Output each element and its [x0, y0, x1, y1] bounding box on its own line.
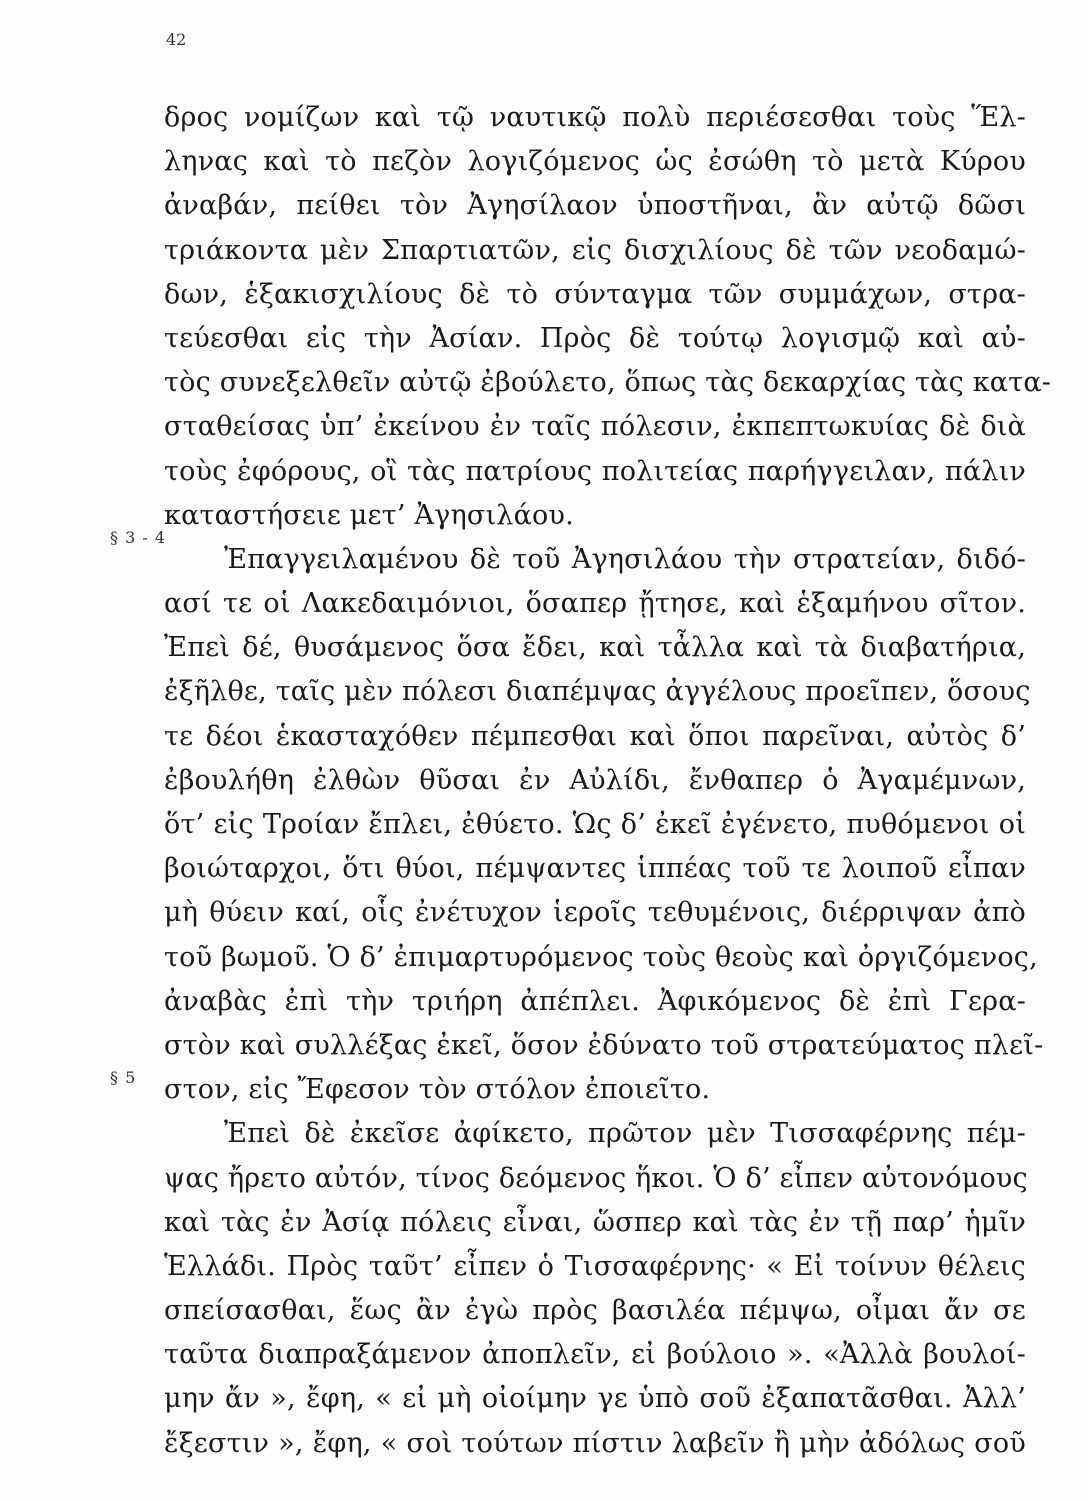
text-line: μὴ θύειν καί, οἷς ἐνέτυχον ἱεροῖς τεθυμένοις, διέρριψαν ἀπὸ [164, 897, 1026, 929]
text-line: τριάκοντα μὲν Σπαρτιατῶν, εἰς δισχιλίους δὲ τῶν νεοδαμώ- [164, 234, 1026, 266]
text-line: βοιώταρχοι, ὅτι θύοι, πέμψαντες ἱππέας τοῦ τε λοιποῦ εἶπαν [164, 853, 1026, 885]
text-line: τε δέοι ἑκασταχόθεν πέμπεσθαι καὶ ὅποι παρεῖναι, αὐτὸς δ’ [164, 720, 1026, 752]
text-line: ὅτ’ εἰς Τροίαν ἔπλει, ἐθύετο. Ὡς δ’ ἐκεῖ ἐγένετο, πυθόμενοι οἱ [164, 809, 1026, 840]
section-mark-3-4: § 3 - 4 [110, 528, 167, 547]
page-number: 42 [166, 30, 187, 49]
text-line: μην ἄν », ἔφη, « εἰ μὴ οἰοίμην γε ὑπὸ σοῦ ἐξαπατᾶσθαι. Ἀλλ’ [164, 1383, 1026, 1415]
text-line: ταῦτα διαπραξάμενον ἀποπλεῖν, εἰ βούλοιο ». «Ἀλλὰ βουλοί- [164, 1339, 1026, 1371]
body-text [164, 96, 1052, 1466]
paragraph-start-line: Ἐπαγγειλαμένου δὲ τοῦ Ἀγησιλάου τὴν στρατείαν, διδό- [224, 543, 1026, 575]
text-line: Ἑλλάδι. Πρὸς ταῦτ’ εἶπεν ὁ Τισσαφέρνης· « Εἰ τοίνυν θέλεις [164, 1250, 1026, 1282]
section-mark-5: § 5 [110, 1068, 137, 1087]
text-line: δρος νομίζων καὶ τῷ ναυτικῷ πολὺ περιέσεσθαι τοὺς Ἕλ- [164, 102, 1026, 133]
text-line: Ἐπεὶ δέ, θυσάμενος ὅσα ἔδει, καὶ τἆλλα καὶ τὰ διαβατήρια, [164, 632, 1026, 664]
text-line: ἐξῆλθε, ταῖς μὲν πόλεσι διαπέμψας ἀγγέλους προεῖπεν, ὅσους [164, 676, 1031, 708]
text-line: ἀναβὰς ἐπὶ τὴν τριήρη ἀπέπλει. Ἀφικόμενος δὲ ἐπὶ Γερα- [164, 985, 1026, 1017]
text-line: στὸν καὶ συλλέξας ἐκεῖ, ὅσον ἐδύνατο τοῦ στρατεύματος πλεῖ- [164, 1029, 1044, 1061]
text-line: στον, εἰς Ἔφεσον τὸν στόλον ἐποιεῖτο. [164, 1074, 711, 1106]
text-line: καταστήσειε μετ’ Ἀγησιλάου. [164, 499, 574, 531]
text-line: ληνας καὶ τὸ πεζὸν λογιζόμενος ὡς ἐσώθη τὸ μετὰ Κύρου [164, 146, 1026, 178]
text-line: σπείσασθαι, ἕως ἂν ἐγὼ πρὸς βασιλέα πέμψω, οἶμαι ἄν σε [164, 1295, 1026, 1327]
text-line: τοὺς ἐφόρους, οἳ τὰς πατρίους πολιτείας παρήγγειλαν, πάλιν [164, 455, 1026, 487]
text-line: ἐβουλήθη ἐλθὼν θῦσαι ἐν Αὐλίδι, ἔνθαπερ ὁ Ἀγαμέμνων, [164, 764, 1026, 796]
text-line: τεύεσθαι εἰς τὴν Ἀσίαν. Πρὸς δὲ τούτῳ λογισμῷ καὶ αὐ- [164, 322, 1026, 354]
text-line: καὶ τὰς ἐν Ἀσίᾳ πόλεις εἶναι, ὥσπερ καὶ τὰς ἐν τῇ παρ’ ἡμῖν [164, 1206, 1026, 1238]
text-line: ἀναβάν, πείθει τὸν Ἀγησίλαον ὑποστῆναι, ἂν αὐτῷ δῶσι [164, 190, 1026, 222]
text-line: ασί τε οἱ Λακεδαιμόνιοι, ὅσαπερ ᾔτησε, καὶ ἑξαμήνου σῖτον. [164, 588, 1026, 620]
text-line: σταθείσας ὑπ’ ἐκείνου ἐν ταῖς πόλεσιν, ἐκπεπτωκυίας δὲ διὰ [164, 411, 1026, 443]
text-line: τοῦ βωμοῦ. Ὁ δ’ ἐπιμαρτυρόμενος τοὺς θεοὺς καὶ ὀργιζόμενος, [164, 941, 1038, 973]
text-line: ἔξεστιν », ἔφη, « σοὶ τούτων πίστιν λαβεῖν ἢ μὴν ἀδόλως σοῦ [164, 1427, 1026, 1459]
text-line: τὸς συνεξελθεῖν αὐτῷ ἐβούλετο, ὅπως τὰς δεκαρχίας τὰς κατα- [164, 367, 1052, 399]
text-line: ψας ἤρετο αὐτόν, τίνος δεόμενος ἥκοι. Ὁ δ’ εἶπεν αὐτονόμους [164, 1162, 1028, 1194]
paragraph-start-line: Ἐπεὶ δὲ ἐκεῖσε ἀφίκετο, πρῶτον μὲν Τισσαφέρνης πέμ- [224, 1118, 1026, 1150]
text-line: δων, ἑξακισχιλίους δὲ τὸ σύνταγμα τῶν συμμάχων, στρα- [164, 278, 1026, 310]
